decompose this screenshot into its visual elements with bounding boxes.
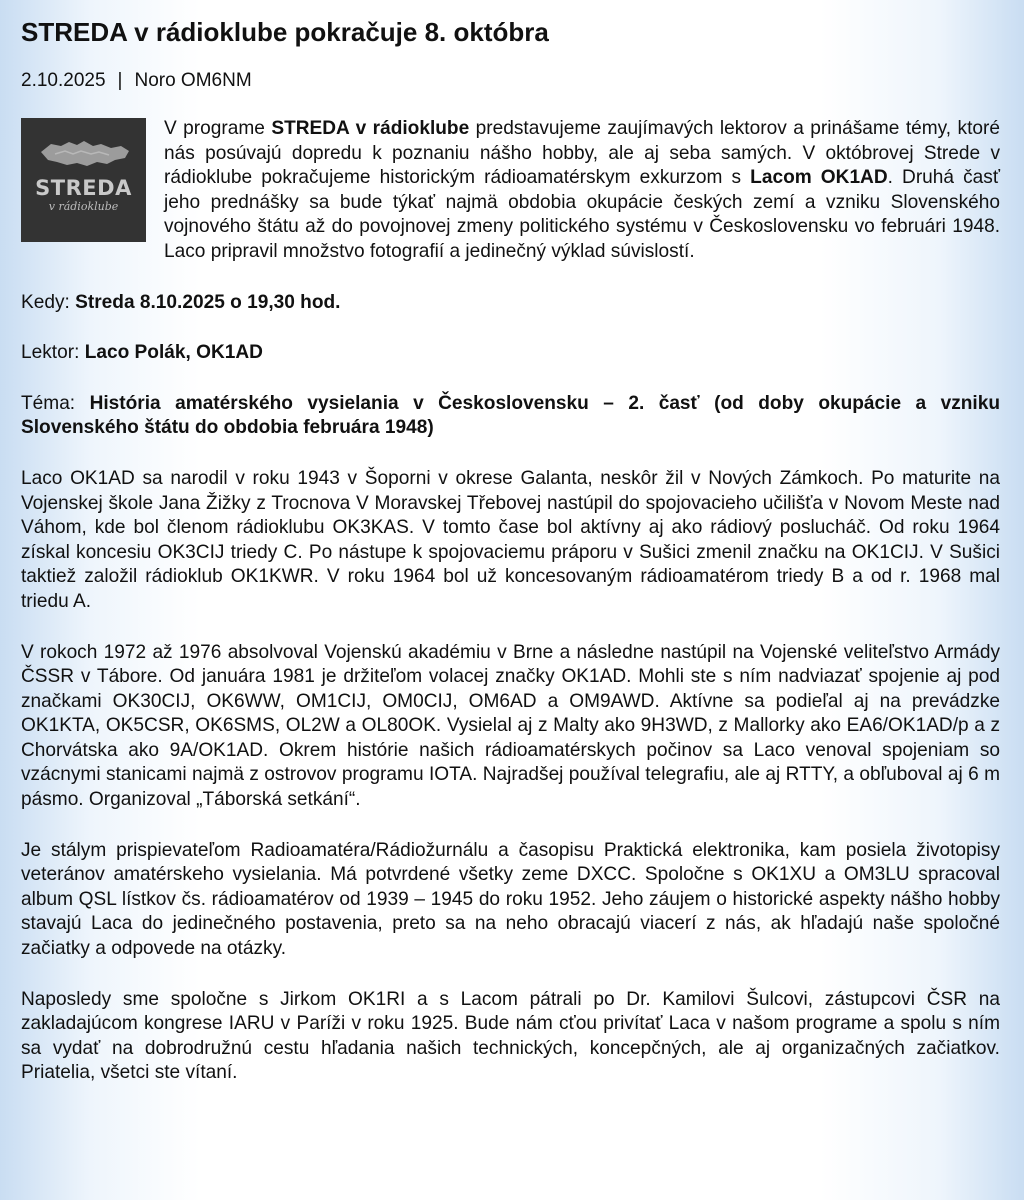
- streda-logo: [21, 118, 146, 242]
- lecturer-paragraph: [21, 341, 1000, 366]
- article-meta: [21, 68, 252, 94]
- logo-subtitle: v rádioklube: [48, 200, 119, 213]
- intro-paragraph: [21, 117, 1000, 265]
- topic-paragraph: [21, 392, 1000, 441]
- when-value: Streda 8.10.2025 o 19,30 hod.: [75, 291, 341, 313]
- bio-paragraph-1: Laco OK1AD sa narodil v roku 1943 v Šoporni v okrese Galanta, neskôr žil v Nových Zámkoch. Po maturite na Vojenskej škole Jana Žižky z Trocnova V Moravskej Třebovej nastúpil do spojovacieho učilišťa v Novom Meste nad Váhom, kde bol členom rádioklubu OK3KAS. V tomto čase bol aktívny aj ako rádiový poslucháč. Od roku 1964 získal koncesiu OK3CIJ triedy C. Po nástupe k spojovaciemu práporu v Sušici zmenil značku na OK1CIJ. V Sušici taktiež založil rádioklub OK1KWR. V roku 1964 bol už koncesovaným rádioamatérom triedy B a od r. 1968 mal triedu A.: [21, 467, 1000, 612]
- lecturer-label: Lektor:: [21, 342, 85, 364]
- article-author: Noro OM6NM: [134, 70, 252, 91]
- intro-text-3: . Druhá časť jeho prednášky sa bude týkať najmä obdobia okupácie českých zemí a vzniku Slovenského vojnového štátu až do povojnovej zmeny politického systému v Československu vo februári 1948. Laco pripravil množstvo fotografií a jedinečný výklad súvislostí.: [164, 167, 1000, 262]
- intro-text-1: V programe: [164, 118, 272, 139]
- topic-value: História amatérského vysielania v Československu – 2. časť (od doby okupácie a vzniku Slovenského štátu do obdobia februára 1948): [21, 392, 1001, 439]
- bio-paragraph-2: V rokoch 1972 až 1976 absolvoval Vojenskú akadémiu v Brne a následne nastúpil na Vojenské veliteľstvo Armády ČSSR v Tábore. Od januára 1981 je držiteľom volacej značky OK1AD. Mohli ste s ním nadviazať spojenie aj pod značkami OK30CIJ, OK6WW, OM1CIJ, OM0CIJ, OM6AD a OM9AWD. Aktívne sa podieľal aj na prevádzke OK1KTA, OK5CSR, OK6SMS, OL2W a OL80OK. Vysielal aj z Malty ako 9H3WD, z Mallorky ako EA6/OK1AD/p a z Chorvátska ako 9A/OK1AD. Okrem histórie našich rádioamatérskych počinov sa Laco venoval spojeniam so vzácnymi stanicami najmä z ostrovov programu IOTA. Najradšej používal telegrafiu, ale aj RTTY, a obľuboval aj 6 m pásmo. Organizoval „Táborská setkání“.: [21, 641, 1000, 811]
- when-paragraph: [21, 291, 1000, 316]
- bio-paragraph-3: Je stálym prispievateľom Radioamatéra/Rádiožurnálu a časopisu Praktická elektronika, kam posiela životopisy veteránov amatérskeho vysielania. Má potvrdené všetky zeme DXCC. Spoločne s OK1XU a OM3LU spracoval album QSL lístkov čs. rádioamatérov od 1939 – 1945 do roku 1952. Jeho záujem o historické aspekty nášho hobby stavajú Laca do jedinečného postavenia, preto sa na neho obracajú viacerí z nás, ak hľadajú naše spoločné začiatky a odpovede na otázky.: [21, 839, 1000, 960]
- article-body: [21, 117, 1000, 1112]
- closing-paragraph: Naposledy sme spoločne s Jirkom OK1RI a s Lacom pátrali po Dr. Kamilovi Šulcovi, zástupcovi ČSR na zakladajúcom kongrese IARU v Paríži v roku 1925. Bude nám cťou privítať Laca v našom programe a spolu s ním sa vydať na dobrodružnú cestu hľadania našich technických, koncepčných, ale aj organizačných začiatkov. Priatelia, všetci ste vítaní.: [21, 988, 1000, 1084]
- intro-lecturer-name: Lacom OK1AD: [750, 167, 888, 189]
- intro-program-name: STREDA v rádioklube: [271, 118, 470, 139]
- meta-separator: |: [117, 70, 123, 91]
- article-title: STREDA v rádioklube pokračuje 8. októbra: [21, 17, 549, 47]
- logo-title: STREDA: [35, 176, 132, 200]
- when-label: Kedy:: [21, 291, 76, 313]
- article-date: 2.10.2025: [21, 70, 106, 91]
- topic-label: Téma:: [21, 392, 90, 414]
- lecturer-value: Laco Polák, OK1AD: [84, 342, 263, 364]
- intro-text-2: predstavujeme zaujímavých lektorov a prinášame témy, ktoré nás posúvajú dopredu k poznaniu nášho hobby, ale aj seba samých. V októbrovej Strede v rádioklube pokračujeme historickým rádioamatérskym exkurzom s: [164, 118, 1000, 189]
